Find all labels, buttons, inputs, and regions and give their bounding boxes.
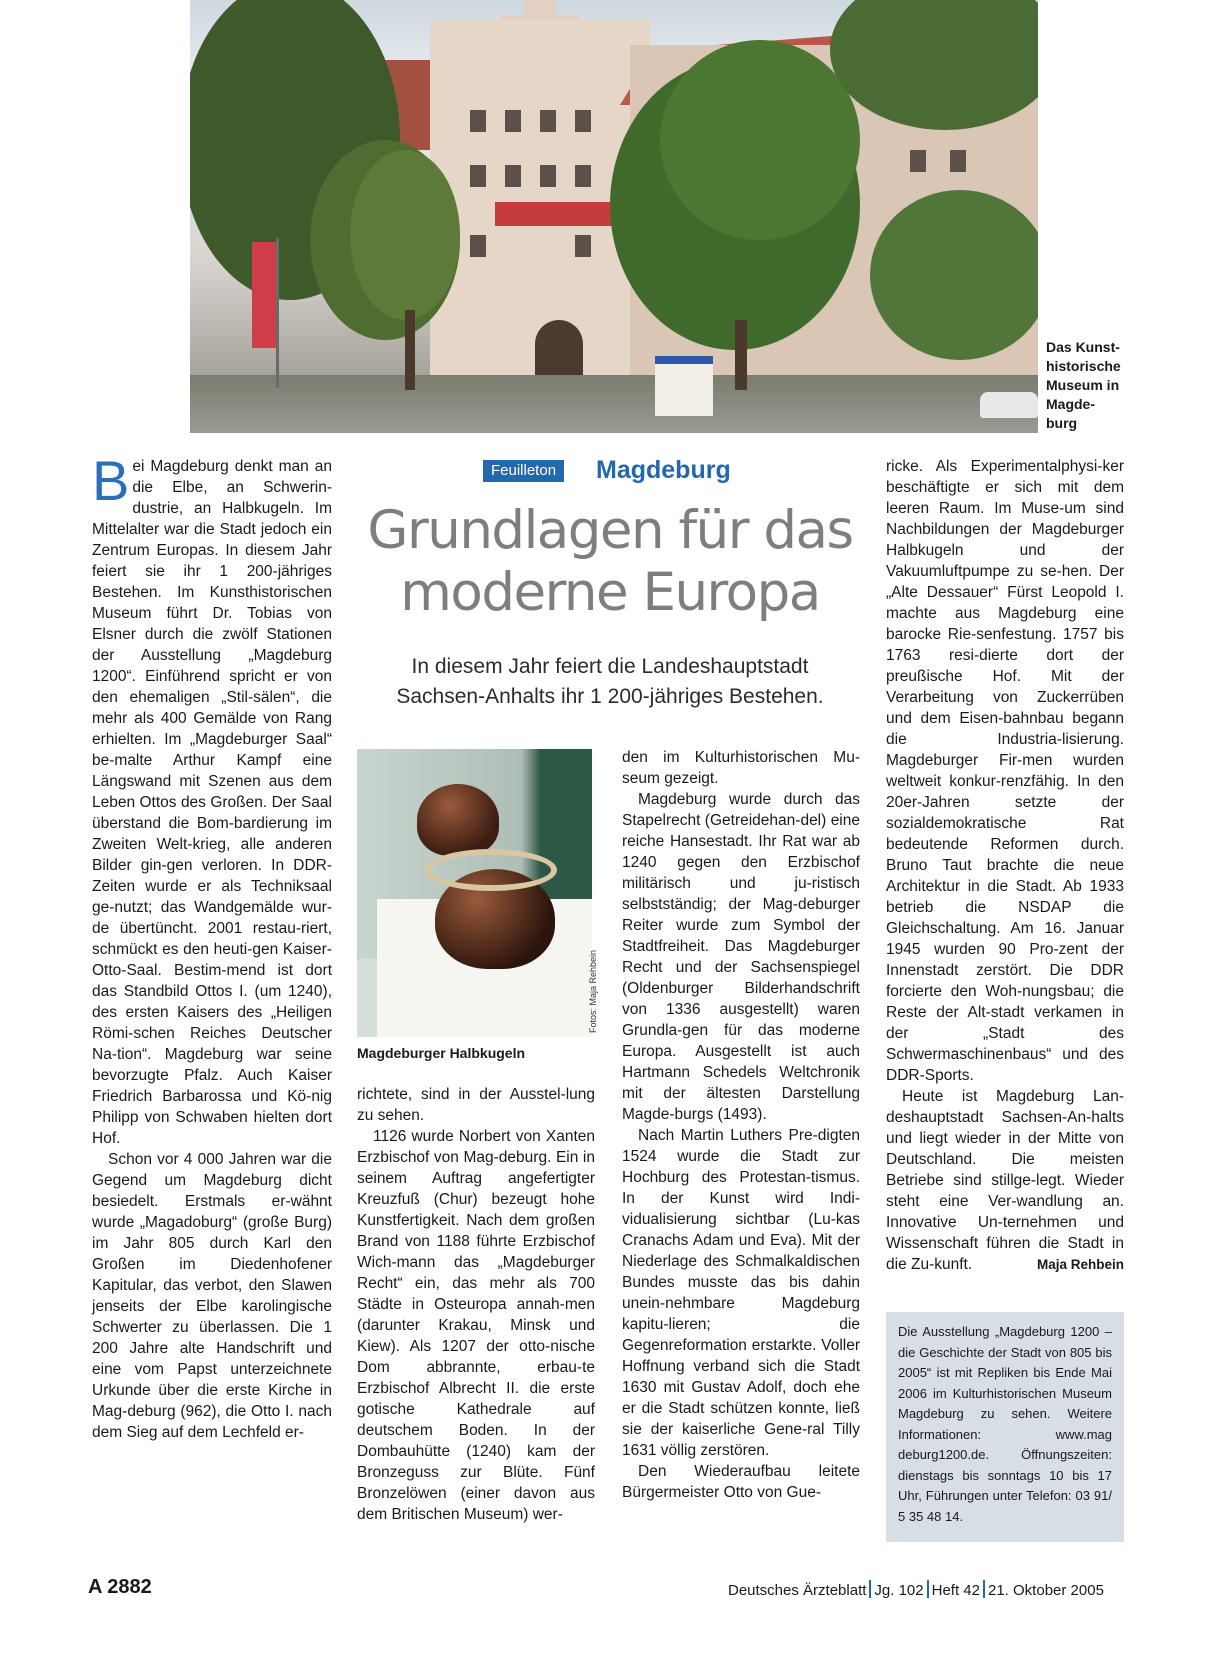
footer-citation — [728, 1580, 1104, 1599]
author-byline: Maja Rehbein — [1036, 1257, 1124, 1272]
paragraph-text: ei Magdeburg denkt man an die Elbe, an Schwerin-dustrie, an Halbkugeln. Im Mittelalter war die Stadt jedoch ein Zentrum Europas. In diesem Jahr feiert sie ihr 1 200-jähriges Bestehen. Im Kunsthistorischen Museum führt Dr. Tobias von Elsner durch die zwölf Stationen der Ausstellung „Magdeburg 1200“. Einführend spricht er von den ehemaligen „Stil-sälen“, die mehr als 400 Gemälde von Rang erhielten. Im „Magdeburger Saal“ be-malte Arthur Kampf eine Längswand mit Szenen aus dem Leben Ottos des Großen. Der Saal überstand die Bom-bardierung im Zweiten Welt-krieg, alle anderen Bilder gin-gen verloren. In DDR-Zeiten wurde er als Techniksaal ge-nutzt; das Wandgemälde wur-de übertüncht. 2001 restau-riert, schmückt es den heuti-gen Kaiser-Otto-Saal. Bestim-mend ist dort das Standbild Ottos I. (um 1240), des ersten Kaisers des „Heiligen Römi-schen Reiches Deutscher Na-tion“. Magdeburg war seine bevorzugte Pfalz. Auch Kaiser Friedrich Barbarossa und Kö-nig Philipp von Schwaben hielten dort Hof. — [92, 458, 332, 1147]
rubric-badge: Feuilleton — [483, 460, 564, 482]
paragraph: Den Wiederaufbau leitete Bürgermeister Otto von Gue- — [622, 1463, 860, 1501]
photo-caption: Das Kunst-historische Museum in Magde-burg — [1046, 339, 1121, 431]
paragraph: den im Kulturhistorischen Mu-seum gezeigt. — [622, 749, 860, 787]
paragraph: Magdeburg wurde durch das Stapelrecht (Getreidehan-del) eine reiche Hansestadt. Ihr Rat war ab 1240 gegen den Erzbischof militärisch und ju-ristisch selbstständig; der Mag-deburger Reiter wurde zum Symbol der Stadtfreiheit. Das Magdeburger Recht und der Sachsenspiegel (Oldenburger Bilderhandschrift von 1336 ausgestellt) waren Grundla-gen für das moderne Europa. Ausgestellt ist auch Hartmann Schedels Weltchronik mit der ältesten Darstellung Magde-burgs (1493). — [622, 791, 860, 1123]
info-box-text: Die Ausstellung „Magdeburg 1200 – die Geschichte der Stadt von 805 bis 2005“ ist mit Repliken bis Ende Mai 2006 im Kulturhistorischen Museum Magdeburg zu sehen. Weitere Informationen: www.mag deburg1200.de. Öffnungszeiten: dienstags bis sonntags 10 bis 17 Uhr, Führungen unter Telefon: 03 91/ 5 35 48 14. — [898, 1324, 1112, 1524]
volume: Jg. 102 — [874, 1582, 924, 1599]
hemispheres-photo — [357, 749, 592, 1037]
journal-name: Deutsches Ärzteblatt — [728, 1582, 867, 1599]
date: 21. Oktober 2005 — [988, 1582, 1104, 1599]
article-column-2 — [357, 1084, 595, 1525]
headline-line: Grundlagen für das — [367, 500, 853, 561]
paragraph: richtete, sind in der Ausstel-lung zu sehen. — [357, 1086, 595, 1124]
section-title: Magdeburg — [596, 456, 731, 484]
issue: Heft 42 — [931, 1582, 980, 1599]
article-column-4 — [886, 456, 1124, 1275]
inset-caption: Magdeburger Halbkugeln — [357, 1045, 526, 1061]
separator — [983, 1580, 985, 1598]
paragraph — [92, 449, 332, 1149]
headline — [355, 500, 865, 624]
subhead-line: Sachsen-Anhalts ihr 1 200-jähriges Bestehen. — [396, 685, 824, 708]
separator — [927, 1580, 929, 1598]
museum-photo — [190, 0, 1038, 433]
separator — [869, 1580, 871, 1598]
photo-credit: Fotos: Maja Rehbein — [588, 949, 598, 1033]
article-column-3 — [622, 747, 860, 1503]
page-number: A 2882 — [88, 1576, 152, 1598]
paragraph: Nach Martin Luthers Pre-digten 1524 wurde die Stadt zur Hochburg des Protestan-tismus. In der Kunst wird Indi-vidualisierung sichtbar (Lu-kas Cranachs Adam und Eva). Mit der Niederlage des Schmalkaldischen Bundes musste das bis dahin unein-nehmbare Magdeburg kapitu-lieren; die Gegenreformation erstarkte. Voller Hoffnung verband sich die Stadt 1630 mit Gustav Adolf, doch ehe er die Stadt schützen konnte, ließ sie der kaiserliche Gene-ral Tilly 1631 völlig zerstören. — [622, 1127, 860, 1459]
paragraph: 1126 wurde Norbert von Xanten Erzbischof von Mag-deburg. Ein in seinem Auftrag angefertigter Kreuzfuß (Chur) bezeugt hohe Kunstfertigkeit. Nach dem großen Brand von 1188 führte Erzbischof Wich-mann das „Magdeburger Recht“ ein, das mehr als 700 Städte in Osteuropa annah-men (darunter Krakau, Minsk und Kiew). Als 1207 der otto-nische Dom abbrannte, erbau-te Erzbischof Albrecht II. die erste gotische Kathedrale auf deutschem Boden. In der Dombauhütte (1240) kam der Bronzeguss zur Blüte. Fünf Bronzelöwen (einer davon aus dem Britischen Museum) wer- — [357, 1128, 595, 1523]
article-column-1 — [92, 449, 332, 1443]
headline-line: moderne Europa — [400, 562, 820, 623]
subhead-line: In diesem Jahr feiert die Landeshauptstadt — [411, 655, 809, 678]
subheadline — [355, 652, 865, 712]
paragraph: Schon vor 4 000 Jahren war die Gegend um Magdeburg dicht besiedelt. Erstmals er-wähnt wurde „Magadoburg“ (große Burg) im Jahr 805 durch Karl den Großen im Diedenhofener Kapitular, das verbot, den Slawen jenseits der Elbe karolingische Schwerter zu überlassen. Die 1 200 Jahre alte Handschrift und eine vom Papst unterzeichnete Urkunde über die erste Kirche in Mag-deburg (962), die Otto I. nach dem Sieg auf dem Lechfeld er- — [92, 1151, 332, 1441]
drop-cap: B — [92, 449, 130, 512]
paragraph: Heute ist Magdeburg Lan-deshauptstadt Sachsen-An-halts und liegt wieder in der Mitte von Deutschland. Die meisten Betriebe sind stillge-legt. Wieder steht eine Ver-wandlung an. Innovative Un-ternehmen und Wissenschaft führen die Stadt in die Zu-kunft. — [886, 1088, 1124, 1273]
paragraph: ricke. Als Experimentalphysi-ker beschäftigte er sich mit dem leeren Raum. Im Muse-um sind Nachbildungen der Magdeburger Halbkugeln und der Vakuumluftpumpe zu se-hen. Der „Alte Dessauer“ Fürst Leopold I. machte aus Magdeburg eine barocke Rie-senfestung. 1757 bis 1763 resi-dierte dort der preußische Hof. Mit der Verarbeitung von Zuckerrüben und dem Eisen-bahnbau begann die Industria-lisierung. Magdeburger Fir-men wurden weltweit konkur-renzfähig. In den 20er-Jahren setzte der sozialdemokratische Rat bedeutende Reformen durch. Bruno Taut brachte die neue Architektur in die Stadt. Ab 1933 betrieb die NSDAP die Gleichschaltung. Am 16. Januar 1945 wurden 90 Pro-zent der Innenstadt zerstört. Die DDR forcierte den Woh-nungsbau; die Reste der Alt-stadt verkamen in der „Stadt des Schwermaschinenbaus“ und des DDR-Sports. — [886, 458, 1124, 1084]
